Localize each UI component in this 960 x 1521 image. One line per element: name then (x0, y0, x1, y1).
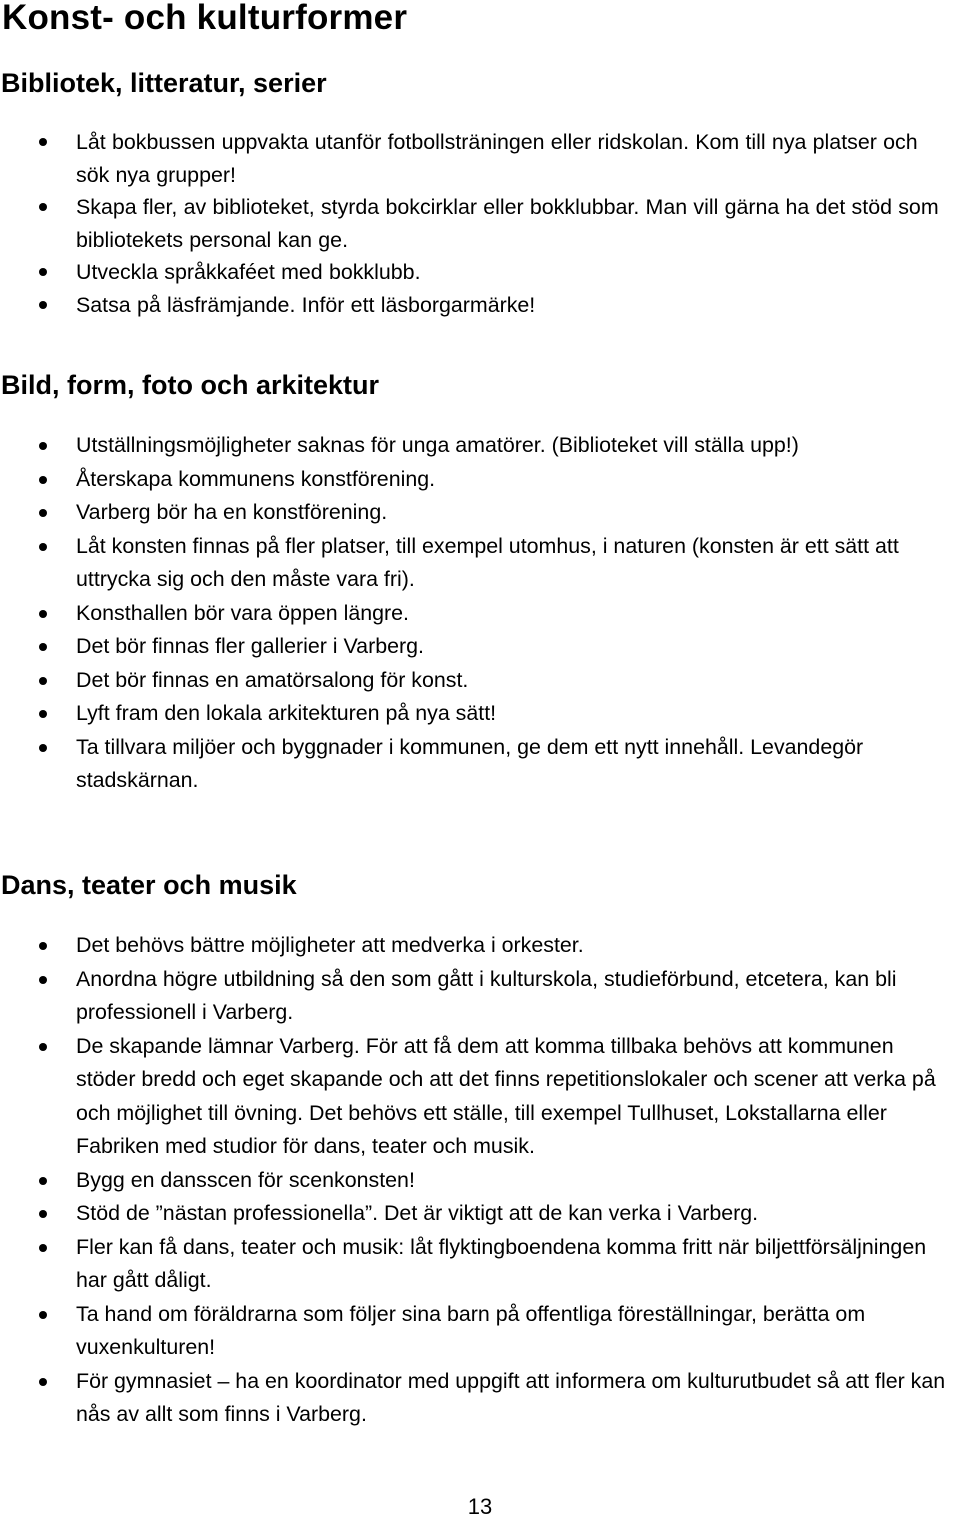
list-item: Lyft fram den lokala arkitekturen på nya sätt! (0, 697, 960, 731)
list-item: Stöd de ”nästan professionella”. Det är viktigt att de kan verka i Varberg. (0, 1197, 960, 1231)
list-item: Konsthallen bör vara öppen längre. (0, 597, 960, 631)
list-item: Det behövs bättre möjligheter att medverka i orkester. (0, 929, 960, 963)
list-item: Det bör finnas en amatörsalong för konst. (0, 664, 960, 698)
page-title: Konst- och kulturformer (2, 0, 408, 37)
list-item: Utveckla språkkaféet med bokklubb. (0, 256, 960, 289)
list-item: De skapande lämnar Varberg. För att få dem att komma tillbaka behövs att kommunen stöder bredd och eget skapande och att det finns repetitionslokaler och scener att verka på och möjlighet till övning. Det behövs ett ställe, till exempel Tullhuset, Lokstallarna eller Fabriken med studior för dans, teater och musik. (0, 1030, 960, 1164)
list-item: Anordna högre utbildning så den som gått i kulturskola, studieförbund, etcetera, kan bli professionell i Varberg. (0, 963, 960, 1030)
section-heading-bild-form: Bild, form, foto och arkitektur (1, 370, 380, 400)
bullet-list-bild-form (0, 429, 960, 798)
list-item: Låt bokbussen uppvakta utanför fotbollsträningen eller ridskolan. Kom till nya platser och sök nya grupper! (0, 126, 960, 191)
bullet-list-dans-teater (0, 929, 960, 1432)
list-item: Ta hand om föräldrarna som följer sina barn på offentliga föreställningar, berätta om vuxenkulturen! (0, 1298, 960, 1365)
list-item: Återskapa kommunens konstförening. (0, 463, 960, 497)
list-item: Fler kan få dans, teater och musik: låt flyktingboendena komma fritt när biljettförsäljningen har gått dåligt. (0, 1231, 960, 1298)
section-heading-dans-teater: Dans, teater och musik (1, 870, 297, 900)
list-item: Bygg en dansscen för scenkonsten! (0, 1164, 960, 1198)
list-item: Det bör finnas fler gallerier i Varberg. (0, 630, 960, 664)
list-item: För gymnasiet – ha en koordinator med uppgift att informera om kulturutbudet så att fler kan nås av allt som finns i Varberg. (0, 1365, 960, 1432)
page-number: 13 (467, 1494, 493, 1519)
list-item: Satsa på läsfrämjande. Inför ett läsborgarmärke! (0, 289, 960, 322)
bullet-list-bibliotek (0, 126, 960, 321)
list-item: Ta tillvara miljöer och byggnader i kommunen, ge dem ett nytt innehåll. Levandegör stadskärnan. (0, 731, 960, 798)
list-item: Varberg bör ha en konstförening. (0, 496, 960, 530)
list-item: Utställningsmöjligheter saknas för unga amatörer. (Biblioteket vill ställa upp!) (0, 429, 960, 463)
list-item: Skapa fler, av biblioteket, styrda bokcirklar eller bokklubbar. Man vill gärna ha det stöd som bibliotekets personal kan ge. (0, 191, 960, 256)
list-item: Låt konsten finnas på fler platser, till exempel utomhus, i naturen (konsten är ett sätt att uttrycka sig och den måste vara fri). (0, 530, 960, 597)
section-heading-bibliotek: Bibliotek, litteratur, serier (1, 68, 327, 98)
